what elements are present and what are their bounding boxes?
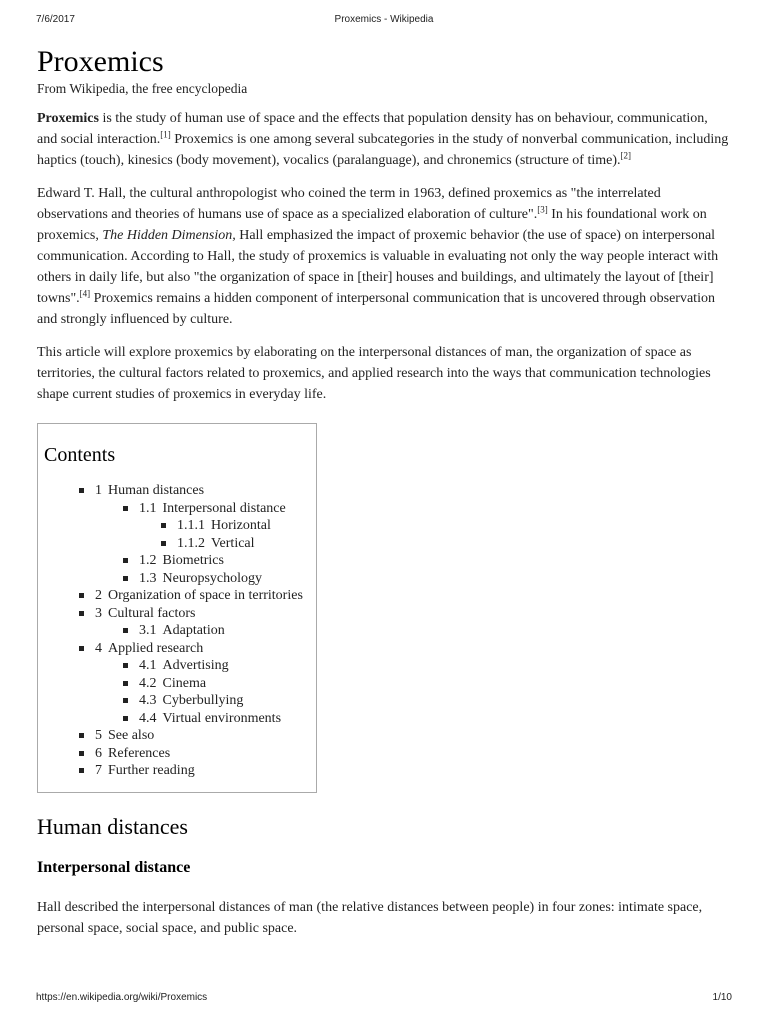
toc-number: 4.1 xyxy=(139,658,157,673)
intro-paragraph-3: This article will explore proxemics by elaborating on the interpersonal distances of man, the organization of space as territories, the cultural factors related to proxemics, and applied research into the ways that communication technologies shape current studies of proxemics in everyday life. xyxy=(37,345,711,402)
p2-text-2: In his foundational work on proxemics, xyxy=(37,207,707,243)
toc-number: 1.1 xyxy=(139,500,157,516)
print-url: https://en.wikipedia.org/wiki/Proxemics xyxy=(36,992,208,1003)
page-title: Proxemics xyxy=(37,45,164,78)
tagline: From Wikipedia, the free encyclopedia xyxy=(37,81,248,96)
p2-text-3: Hall emphasized the impact of proxemic behavior (the use of space) on interpersonal communication. According to Hall, the study of proxemics is valuable in evaluating not only the way people interact with others in daily life, but also "the organization of space in [their] houses and buildings, and ultimately the layout of [their] towns". xyxy=(37,228,719,306)
section-heading-human-distances: Human distances xyxy=(37,813,188,839)
toc-item[interactable] xyxy=(44,710,316,728)
toc-item[interactable] xyxy=(44,727,316,745)
toc-number: 3 xyxy=(95,605,102,621)
toc-number: 1.1.2 xyxy=(177,535,205,551)
p2-text-4: Proxemics remains a hidden component of interpersonal communication that is uncovered through observation and strongly influenced by culture. xyxy=(37,291,715,327)
toc-item[interactable] xyxy=(44,745,316,763)
toc-number: 6 xyxy=(95,745,102,761)
toc-number: 3.1 xyxy=(139,623,157,638)
toc-label: Neuropsychology xyxy=(162,570,263,586)
intro-paragraph-1 xyxy=(37,108,730,171)
p1-text-1: is the study of human use of space and the effects that population density has on behaviour, communication, and social interaction. xyxy=(37,111,708,147)
toc-item[interactable] xyxy=(44,622,316,640)
table-of-contents xyxy=(37,423,317,793)
toc-number: 4.4 xyxy=(139,710,157,726)
toc-item[interactable] xyxy=(44,675,316,693)
toc-label: Biometrics xyxy=(162,553,224,568)
toc-item[interactable] xyxy=(44,605,316,623)
toc-title: Contents xyxy=(44,444,116,466)
toc-item[interactable] xyxy=(44,692,316,710)
toc-number: 1.3 xyxy=(139,570,157,586)
toc-label: Applied research xyxy=(108,640,204,656)
toc-label: Horizontal xyxy=(211,518,271,533)
toc-number: 4 xyxy=(95,640,102,656)
toc-item[interactable] xyxy=(44,570,316,588)
toc-list xyxy=(44,482,316,780)
toc-label: Further reading xyxy=(108,763,195,778)
intro-paragraph-2 xyxy=(37,183,730,330)
toc-item[interactable] xyxy=(44,500,316,518)
p2-text-1: Edward T. Hall, the cultural anthropologist who coined the term in 1963, defined proxemics as "the interrelated observations and theories of humans use of space as a specialized elaboration of culture". xyxy=(37,186,661,222)
print-date: 7/6/2017 xyxy=(36,14,75,25)
toc-label: Human distances xyxy=(108,483,205,498)
toc-label: Organization of space in territories xyxy=(108,588,303,603)
toc-item[interactable] xyxy=(44,587,316,605)
toc-item[interactable] xyxy=(44,657,316,675)
toc-item[interactable] xyxy=(44,517,316,535)
article-content xyxy=(37,44,730,951)
toc-item[interactable] xyxy=(44,482,316,500)
p1-text-2: Proxemics is one among several subcategories in the study of nonverbal communication, including haptics (touch), kinesics (body movement), vocalics (paralanguage), and chronemics (structure of time). xyxy=(37,132,729,168)
reference-link-1[interactable]: [1] xyxy=(160,129,171,140)
toc-label: Adaptation xyxy=(162,623,225,638)
toc-number: 7 xyxy=(95,763,102,778)
print-page-title: Proxemics - Wikipedia xyxy=(334,14,434,25)
subsection-heading-interpersonal-distance: Interpersonal distance xyxy=(37,858,191,876)
toc-label: Cyberbullying xyxy=(162,693,244,708)
term-bold: Proxemics xyxy=(37,111,99,126)
toc-label: See also xyxy=(108,728,155,743)
toc-item[interactable] xyxy=(44,640,316,658)
toc-label: Advertising xyxy=(162,658,229,673)
toc-number: 4.2 xyxy=(139,675,157,691)
toc-number: 1.2 xyxy=(139,553,157,568)
toc-label: Virtual environments xyxy=(162,710,282,726)
toc-number: 2 xyxy=(95,588,102,603)
print-header xyxy=(36,14,732,30)
book-title: The Hidden Dimension, xyxy=(102,228,236,243)
toc-label: Vertical xyxy=(211,535,255,551)
toc-label: Cultural factors xyxy=(108,605,196,621)
toc-label: Cinema xyxy=(162,675,207,691)
toc-number: 4.3 xyxy=(139,693,157,708)
reference-link-2[interactable]: [2] xyxy=(620,150,632,161)
toc-item[interactable] xyxy=(44,762,316,780)
toc-number: 1.1.1 xyxy=(177,518,205,533)
toc-label: Interpersonal distance xyxy=(162,500,286,516)
reference-link-3[interactable]: [3] xyxy=(537,204,548,215)
toc-number: 5 xyxy=(95,728,102,743)
toc-number: 1 xyxy=(95,483,102,498)
toc-label: References xyxy=(108,745,171,761)
toc-item[interactable] xyxy=(44,535,316,553)
print-page-number: 1/10 xyxy=(712,992,732,1003)
toc-item[interactable] xyxy=(44,552,316,570)
body-paragraph-4: Hall described the interpersonal distances of man (the relative distances between people) in four zones: intimate space, personal space, social space, and public space. xyxy=(37,899,703,936)
reference-link-4[interactable]: [4] xyxy=(79,288,91,299)
print-footer xyxy=(36,992,732,1008)
